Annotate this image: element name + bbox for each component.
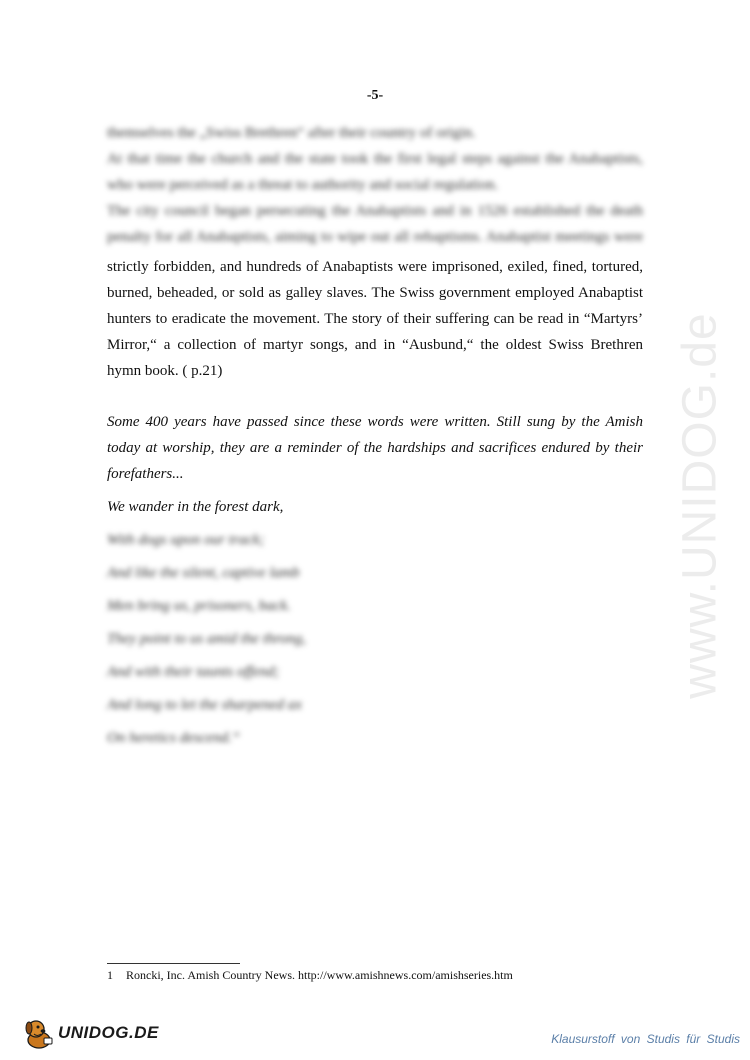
verse-line-blurred: And long to let the sharpened ax <box>107 697 302 713</box>
verse-line-blurred: And like the silent, captive lamb <box>107 565 300 581</box>
footnote <box>107 968 513 983</box>
intro-line: forefathers... <box>107 466 184 482</box>
watermark <box>670 270 730 740</box>
body-line: burned, beheaded, or sold as galley slaves. The Swiss government employed Anabaptist <box>107 285 643 301</box>
verse-line-blurred: And with their taunts offend; <box>107 664 280 680</box>
blurred-line: The city council began persecuting the Anabaptists and in 1526 established the death <box>107 203 643 219</box>
verse-line: We wander in the forest dark, <box>107 499 284 515</box>
page-number: -5- <box>366 88 384 103</box>
blurred-paragraph <box>107 120 643 250</box>
blurred-line: At that time the church and the state took the first legal steps against the Anabaptists, <box>107 151 643 167</box>
body-line: Mirror,“ a collection of martyr songs, and in “Ausbund,“ the oldest Swiss Brethren <box>107 337 643 353</box>
blurred-line: penalty for all Anabaptists, aiming to wipe out all rebaptisms. Anabaptist meetings were <box>107 229 643 245</box>
intro-paragraph <box>107 409 643 487</box>
verse-line-blurred: With dogs upon our track; <box>107 532 265 548</box>
footnote-number: 1 <box>107 968 113 982</box>
intro-line: today at worship, they are a reminder of the hardships and sacrifices endured by their <box>107 440 643 456</box>
verse-block <box>107 497 306 761</box>
blurred-line: themselves the „Swiss Brethren“ after their country of origin. <box>107 125 476 141</box>
footnote-rule <box>107 963 240 964</box>
verse-line-blurred: They point to us amid the throng, <box>107 631 307 647</box>
watermark-text: www.UNIDOG.de <box>673 311 727 699</box>
dog-mascot-icon <box>22 1016 56 1050</box>
unidog-logo[interactable] <box>22 1015 159 1051</box>
logo-text: UNIDOG.DE <box>58 1023 159 1042</box>
body-line: strictly forbidden, and hundreds of Anabaptists were imprisoned, exiled, fined, tortured, <box>107 259 643 275</box>
blurred-line: who were perceived as a threat to authority and social regulation. <box>107 177 499 193</box>
footnote-text: Roncki, Inc. Amish Country News. http://www.amishnews.com/amishseries.htm <box>126 968 513 982</box>
body-line: hymn book. ( p.21) <box>107 363 223 379</box>
verse-line-blurred: On heretics descend.“ <box>107 730 241 746</box>
body-paragraph <box>107 254 643 384</box>
verse-line-blurred: Men bring us, prisoners, back. <box>107 598 291 614</box>
intro-line: Some 400 years have passed since these words were written. Still sung by the Amish <box>107 414 643 430</box>
body-line: hunters to eradicate the movement. The story of their suffering can be read in “Martyrs’ <box>107 311 643 327</box>
footer-tagline: Klausurstoff von Studis für Studis <box>551 1032 740 1046</box>
